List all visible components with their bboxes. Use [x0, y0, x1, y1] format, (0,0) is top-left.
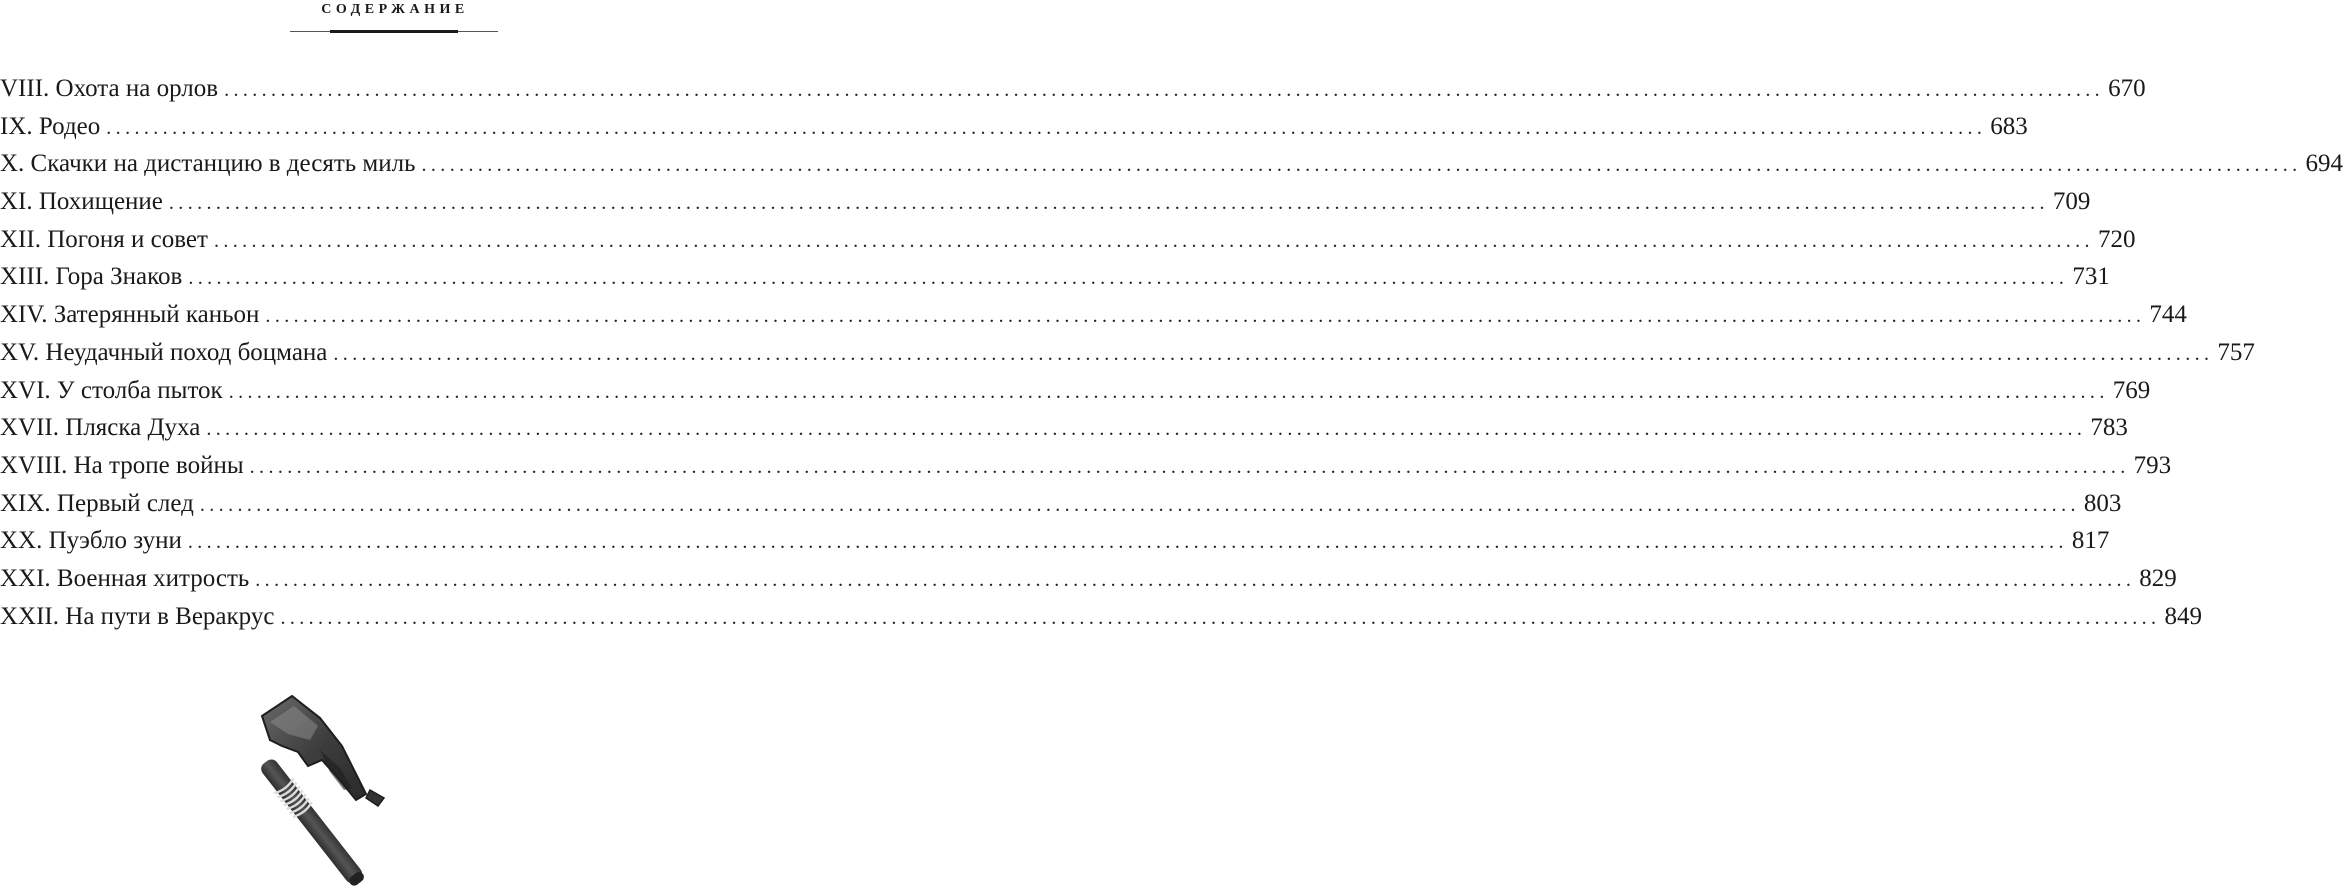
toc-entry[interactable] — [0, 598, 803, 636]
toc-entry-title: XVII. Пляска Духа — [0, 409, 206, 447]
toc-entry-title: XI. Похищение — [0, 183, 169, 221]
toc-entry[interactable] — [0, 183, 803, 221]
toc-leader-dots: ........................................................................................................................................................................................................ — [188, 524, 2068, 562]
toc-entry-page: 694 — [2302, 145, 2343, 183]
title-rule-accent — [330, 30, 458, 33]
toc-entry-page: 793 — [2130, 447, 2172, 485]
toc-entry[interactable] — [0, 258, 803, 296]
toc-entry-page: 757 — [2213, 334, 2255, 372]
toc-entry-title: XV. Неудачный поход боцмана — [0, 334, 333, 372]
toc-entry[interactable] — [0, 70, 803, 108]
toc-entry-page: 670 — [2104, 70, 2146, 108]
table-of-contents — [0, 70, 803, 635]
toc-leader-dots: ........................................................................................................................................................................................................ — [106, 110, 1986, 148]
toc-entry[interactable] — [0, 522, 803, 560]
toc-entry-title: XX. Пуэбло зуни — [0, 522, 188, 560]
toc-entry-page: 783 — [2086, 409, 2128, 447]
toc-entry-page: 720 — [2094, 221, 2136, 259]
toc-entry[interactable] — [0, 485, 803, 523]
toc-leader-dots: ........................................................................................................................................................................................................ — [333, 336, 2213, 374]
toc-leader-dots: ........................................................................................................................................................................................................ — [280, 600, 2160, 638]
tomahawk-icon — [170, 690, 420, 889]
toc-leader-dots: ........................................................................................................................................................................................................ — [229, 374, 2109, 412]
toc-entry-page: 683 — [1986, 108, 2028, 146]
page-title: СОДЕРЖАНИЕ — [0, 2, 790, 18]
toc-entry[interactable] — [0, 447, 803, 485]
toc-entry-title: IX. Родео — [0, 108, 106, 146]
toc-entry[interactable] — [0, 372, 803, 410]
toc-leader-dots: ........................................................................................................................................................................................................ — [200, 487, 2080, 525]
toc-entry-page: 849 — [2160, 598, 2202, 636]
toc-entry[interactable] — [0, 334, 803, 372]
toc-leader-dots: ........................................................................................................................................................................................................ — [422, 147, 2302, 185]
toc-leader-dots: ........................................................................................................................................................................................................ — [255, 562, 2135, 600]
tomahawk-illustration — [170, 690, 420, 889]
toc-entry-page: 817 — [2068, 522, 2110, 560]
toc-entry-title: XIX. Первый след — [0, 485, 200, 523]
toc-entry[interactable] — [0, 560, 803, 598]
toc-entry[interactable] — [0, 409, 803, 447]
toc-entry[interactable] — [0, 145, 803, 183]
toc-leader-dots: ........................................................................................................................................................................................................ — [250, 449, 2130, 487]
toc-leader-dots: ........................................................................................................................................................................................................ — [224, 72, 2104, 110]
toc-entry-page: 731 — [2068, 258, 2110, 296]
toc-entry-title: XXII. На пути в Веракрус — [0, 598, 280, 636]
toc-entry[interactable] — [0, 221, 803, 259]
toc-leader-dots: ........................................................................................................................................................................................................ — [265, 298, 2145, 336]
toc-entry-title: XIII. Гора Знаков — [0, 258, 188, 296]
toc-entry-title: X. Скачки на дистанцию в десять миль — [0, 145, 422, 183]
toc-entry-page: 709 — [2049, 183, 2091, 221]
toc-entry-title: XXI. Военная хитрость — [0, 560, 255, 598]
toc-entry-title: VIII. Охота на орлов — [0, 70, 224, 108]
toc-entry-page: 803 — [2080, 485, 2122, 523]
page-header — [0, 0, 803, 40]
toc-leader-dots: ........................................................................................................................................................................................................ — [206, 411, 2086, 449]
toc-entry-title: XVI. У столба пыток — [0, 372, 229, 410]
toc-leader-dots: ........................................................................................................................................................................................................ — [188, 260, 2068, 298]
toc-entry-page: 769 — [2109, 372, 2151, 410]
toc-entry-page: 744 — [2145, 296, 2187, 334]
toc-entry[interactable] — [0, 296, 803, 334]
toc-leader-dots: ........................................................................................................................................................................................................ — [169, 185, 2049, 223]
toc-leader-dots: ........................................................................................................................................................................................................ — [214, 223, 2094, 261]
toc-entry-title: XII. Погоня и совет — [0, 221, 214, 259]
toc-entry-title: XVIII. На тропе войны — [0, 447, 250, 485]
toc-entry-title: XIV. Затерянный каньон — [0, 296, 265, 334]
toc-entry-page: 829 — [2135, 560, 2177, 598]
toc-entry[interactable] — [0, 108, 803, 146]
